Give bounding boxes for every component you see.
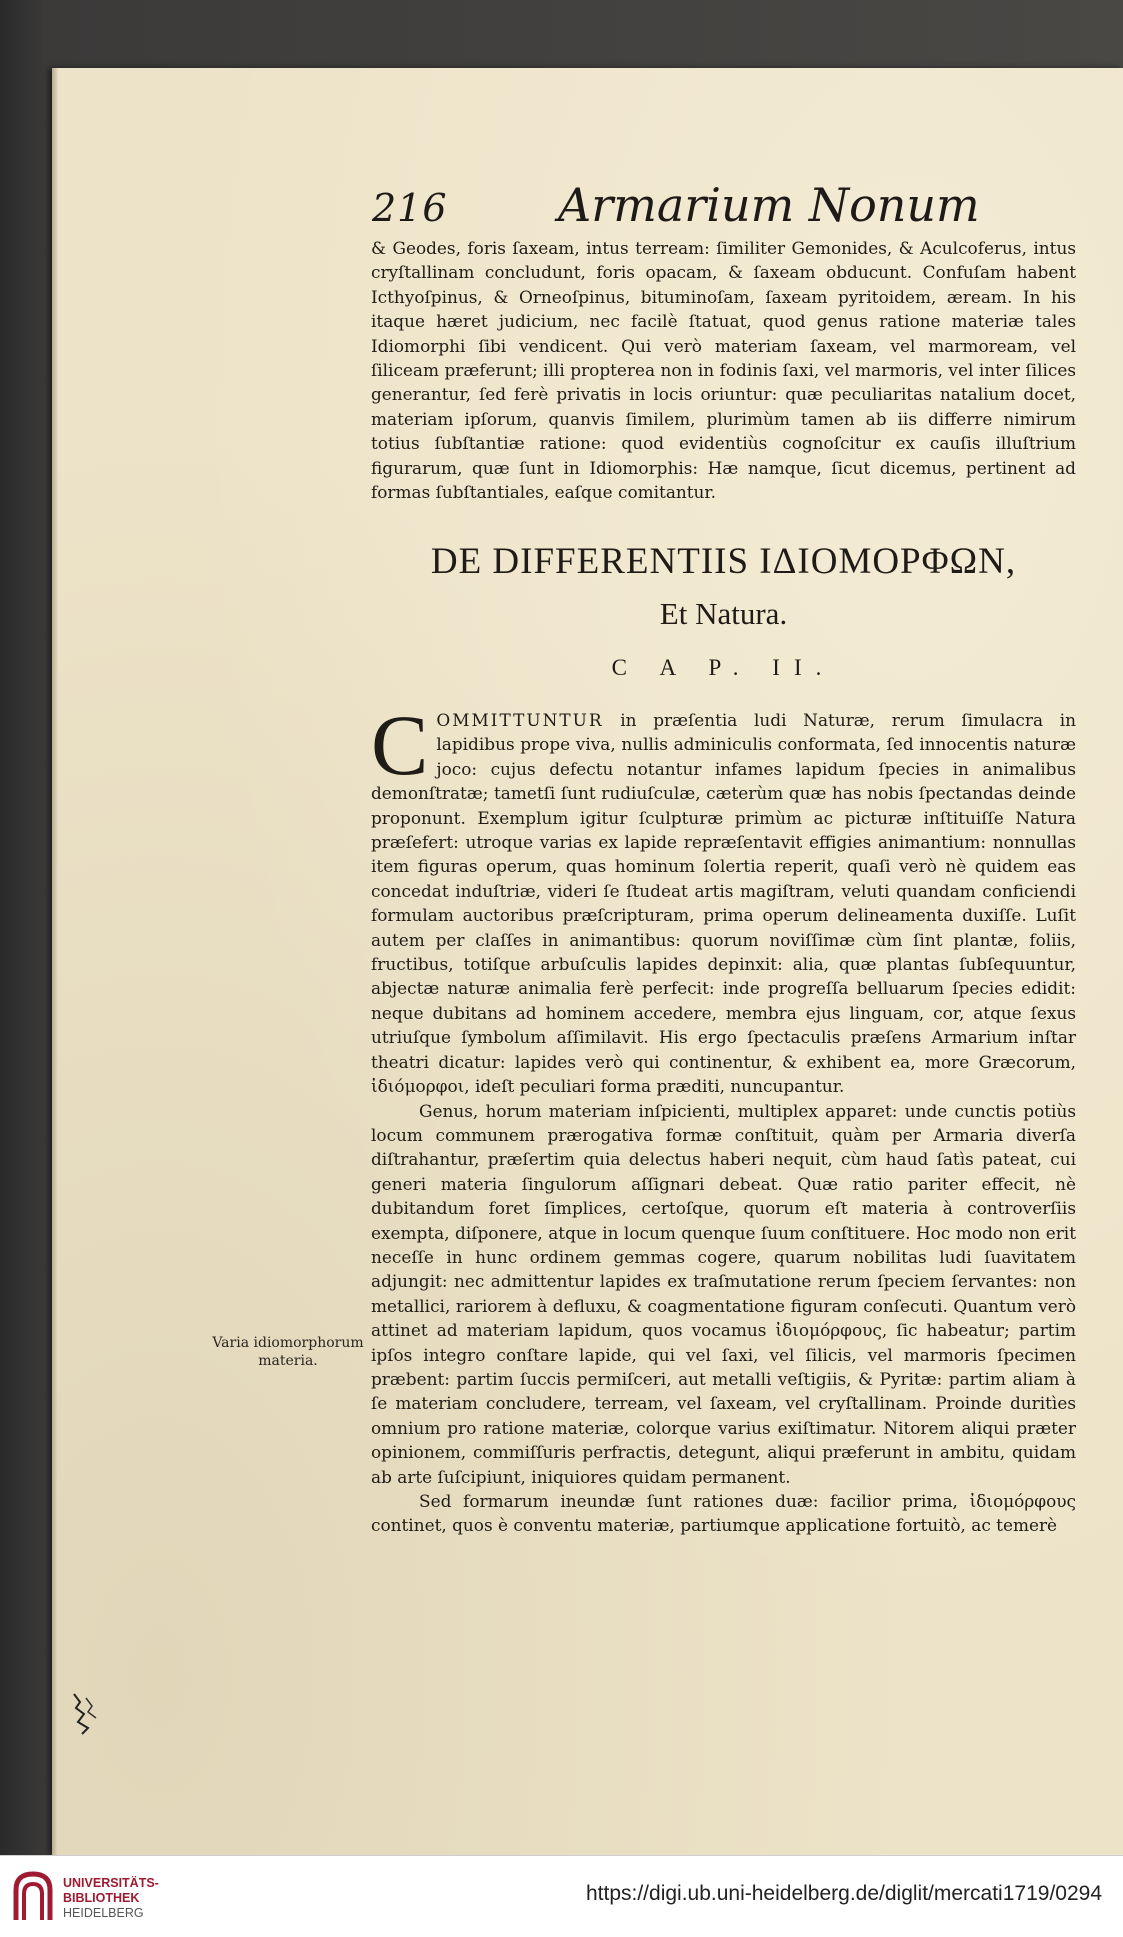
chapter-paragraph-3: Sed formarum ineundæ ſunt rationes duæ: facilior prima, ἰδιομόρφους continet, quos è conventu materiæ, partiumque applicatione fortuitò, ac temerè: [371, 1491, 1076, 1536]
university-logo-icon: [12, 1870, 54, 1924]
body-paragraph: & Geodes, foris ſaxeam, intus terream: ſimiliter Gemonides, & Aculcoferus, intus cryſtallinam concludunt, foris opacam, & ſaxeam obducunt. Confuſam habent Icthyoſpinus, & Orneoſpinus, bituminoſam, ſaxeam pyritoidem, æream. In his itaque hæret judicium, nec facilè ſtatuat, quod genus ratione materiæ tales Idiomorphi ſibi vendicent. Qui verò materiam ſaxeam, vel marmoream, vel ſiliceam præferunt; illi propterea non in fodinis ſaxi, vel marmoris, vel inter ſilices generantur, ſed ferè privatis in locis oriuntur: quæ peculiaritas natalium docet, materiam ipſorum, quanvis ſimilem, plurimùm tamen ab iis differre nimirum totius ſubſtantiæ ratione: quod evidentiùs cognoſcitur ex cauſis illuſtrium figurarum, quæ ſunt in Idiomorphis: Hæ namque, ſicut dicemus, pertinent ad formas ſubſtantiales, eaſque comitantur.: [371, 238, 1076, 503]
section-subtitle: Et Natura.: [659, 596, 788, 631]
chapter-paragraph-1: [371, 697, 1076, 1099]
logo-line-2: BIBLIOTHEK: [63, 1891, 140, 1905]
logo-line-1: UNIVERSITÄTS-: [63, 1876, 159, 1890]
page-edge: [52, 68, 58, 1855]
logo-line-3: HEIDELBERG: [63, 1906, 144, 1920]
section-title: DE DIFFERENTIIS ΙΔΙΟΜΟΡΦΩΝ,: [430, 541, 1017, 582]
marginal-note: Varia idiomorphorum materia.: [212, 1335, 364, 1369]
ink-smudge: [68, 1688, 102, 1738]
chapter-heading: C A P. II.: [611, 655, 836, 680]
permalink-url[interactable]: https://digi.ub.uni-heidelberg.de/diglit/mercati1719/0294: [585, 1882, 1102, 1905]
page-header: [372, 178, 1082, 238]
university-logo-text: [63, 1876, 159, 1921]
running-title: Armarium Nonum: [558, 178, 980, 232]
paragraph-text: in præſentia ludi Naturæ, rerum ſimulacra in lapidibus prope viva, nullis adminiculis conformata, ſed innocentis naturæ joco: cujus defectu notantur infames lapidum ſpecies in animalibus demonſtratæ; tametſi ſunt rudiuſculæ, cæterùm quæ has nobis ſpectandas deinde proponunt. Exemplum igitur ſculpturæ primùm ac picturæ inſtituiſſe Natura præſefert: utroque varias ex lapide repræſentavit effigies animantium: nonnullas item figuras operum, quas hominum ſolertia reperit, quaſi verò nè quidem eas concedat induſtriæ, videri ſe ſtudeat artis magiſtram, veluti quandam conficiendi formulam auctoribus præſcripturam, prima operum delineamenta duxiſſe. Luſit autem per claſſes in animantibus: quorum noviſſimæ cùm ſint plantæ, foliis, fructibus, totiſque arbuſculis lapides depinxit: alia, quæ plantas ſubſequuntur, abjectæ naturæ animalia ferè perfecit: inde progreſſa belluarum ſpecies edidit: neque dubitans ad hominem accedere, membra ejus linguam, cor, atque ſexus utriuſque ſymbolum aſſimilavit. His ergo ſpectaculis præſens Armarium inſtar theatri dicatur: lapides verò qui continentur, & exhibent ea, more Græcorum, ἰδιόμορφοι, ideſt peculiari forma præditi, nuncupantur.: [371, 710, 1076, 1097]
page-number: 216: [372, 186, 448, 230]
drop-cap: C: [371, 697, 429, 793]
opening-paragraph: [371, 236, 1076, 504]
chapter-paragraph-2: Genus, horum materiam inſpicienti, multiplex apparet: unde cunctis potiùs locum communem prærogativa formæ conſtituit, quàm per Armaria diverſa diſtrahantur, præſertim quia delectus haberi nequit, cùm haud ſatìs pateat, cui generi materia ſingulorum aſſignari debeat. Quæ ratio pariter effecit, nè dubitandum foret ſimplices, certoſque, quorum eſt materia à controverſiis exempta, diſponere, atque in locum quenque ſuum conſtituere. Hoc modo non erit neceſſe in hunc ordinem gemmas cogere, quarum nobilitas ludi ſuavitatem adjungit: nec admittentur lapides ex traſmutatione rerum ſpeciem ſervantes: non metallici, rariorem à defluxu, & coagmentatione figuram conſecuti. Quantum verò attinet ad materiam lapidum, quos vocamus ἰδιομόρφους, ſic habeatur; partim ipſos integro conſtare lapide, qui vel ſaxi, vel ſilicis, vel marmoris ſpecimen præbent: partim ſuccis permiſceri, aut metalli veſtigiis, & Pyritæ: partim aliam à ſe materiam concludere, terream, vel ſaxeam, vel cryſtallinam. Proinde duritìes omnium pro ratione materiæ, colorque varius exiſtimatur. Nitorem aliqui præter opinionem, commiſſuris perfractis, detegunt, aliqui præferunt in ambitu, quidam ab arte ſuſcipiunt, iniquiores quidam permanent.: [371, 1100, 1076, 1487]
viewer-footer: [0, 1855, 1123, 1937]
opening-word: OMMITTUNTUR: [436, 710, 604, 730]
chapter-text: [371, 697, 1076, 1538]
